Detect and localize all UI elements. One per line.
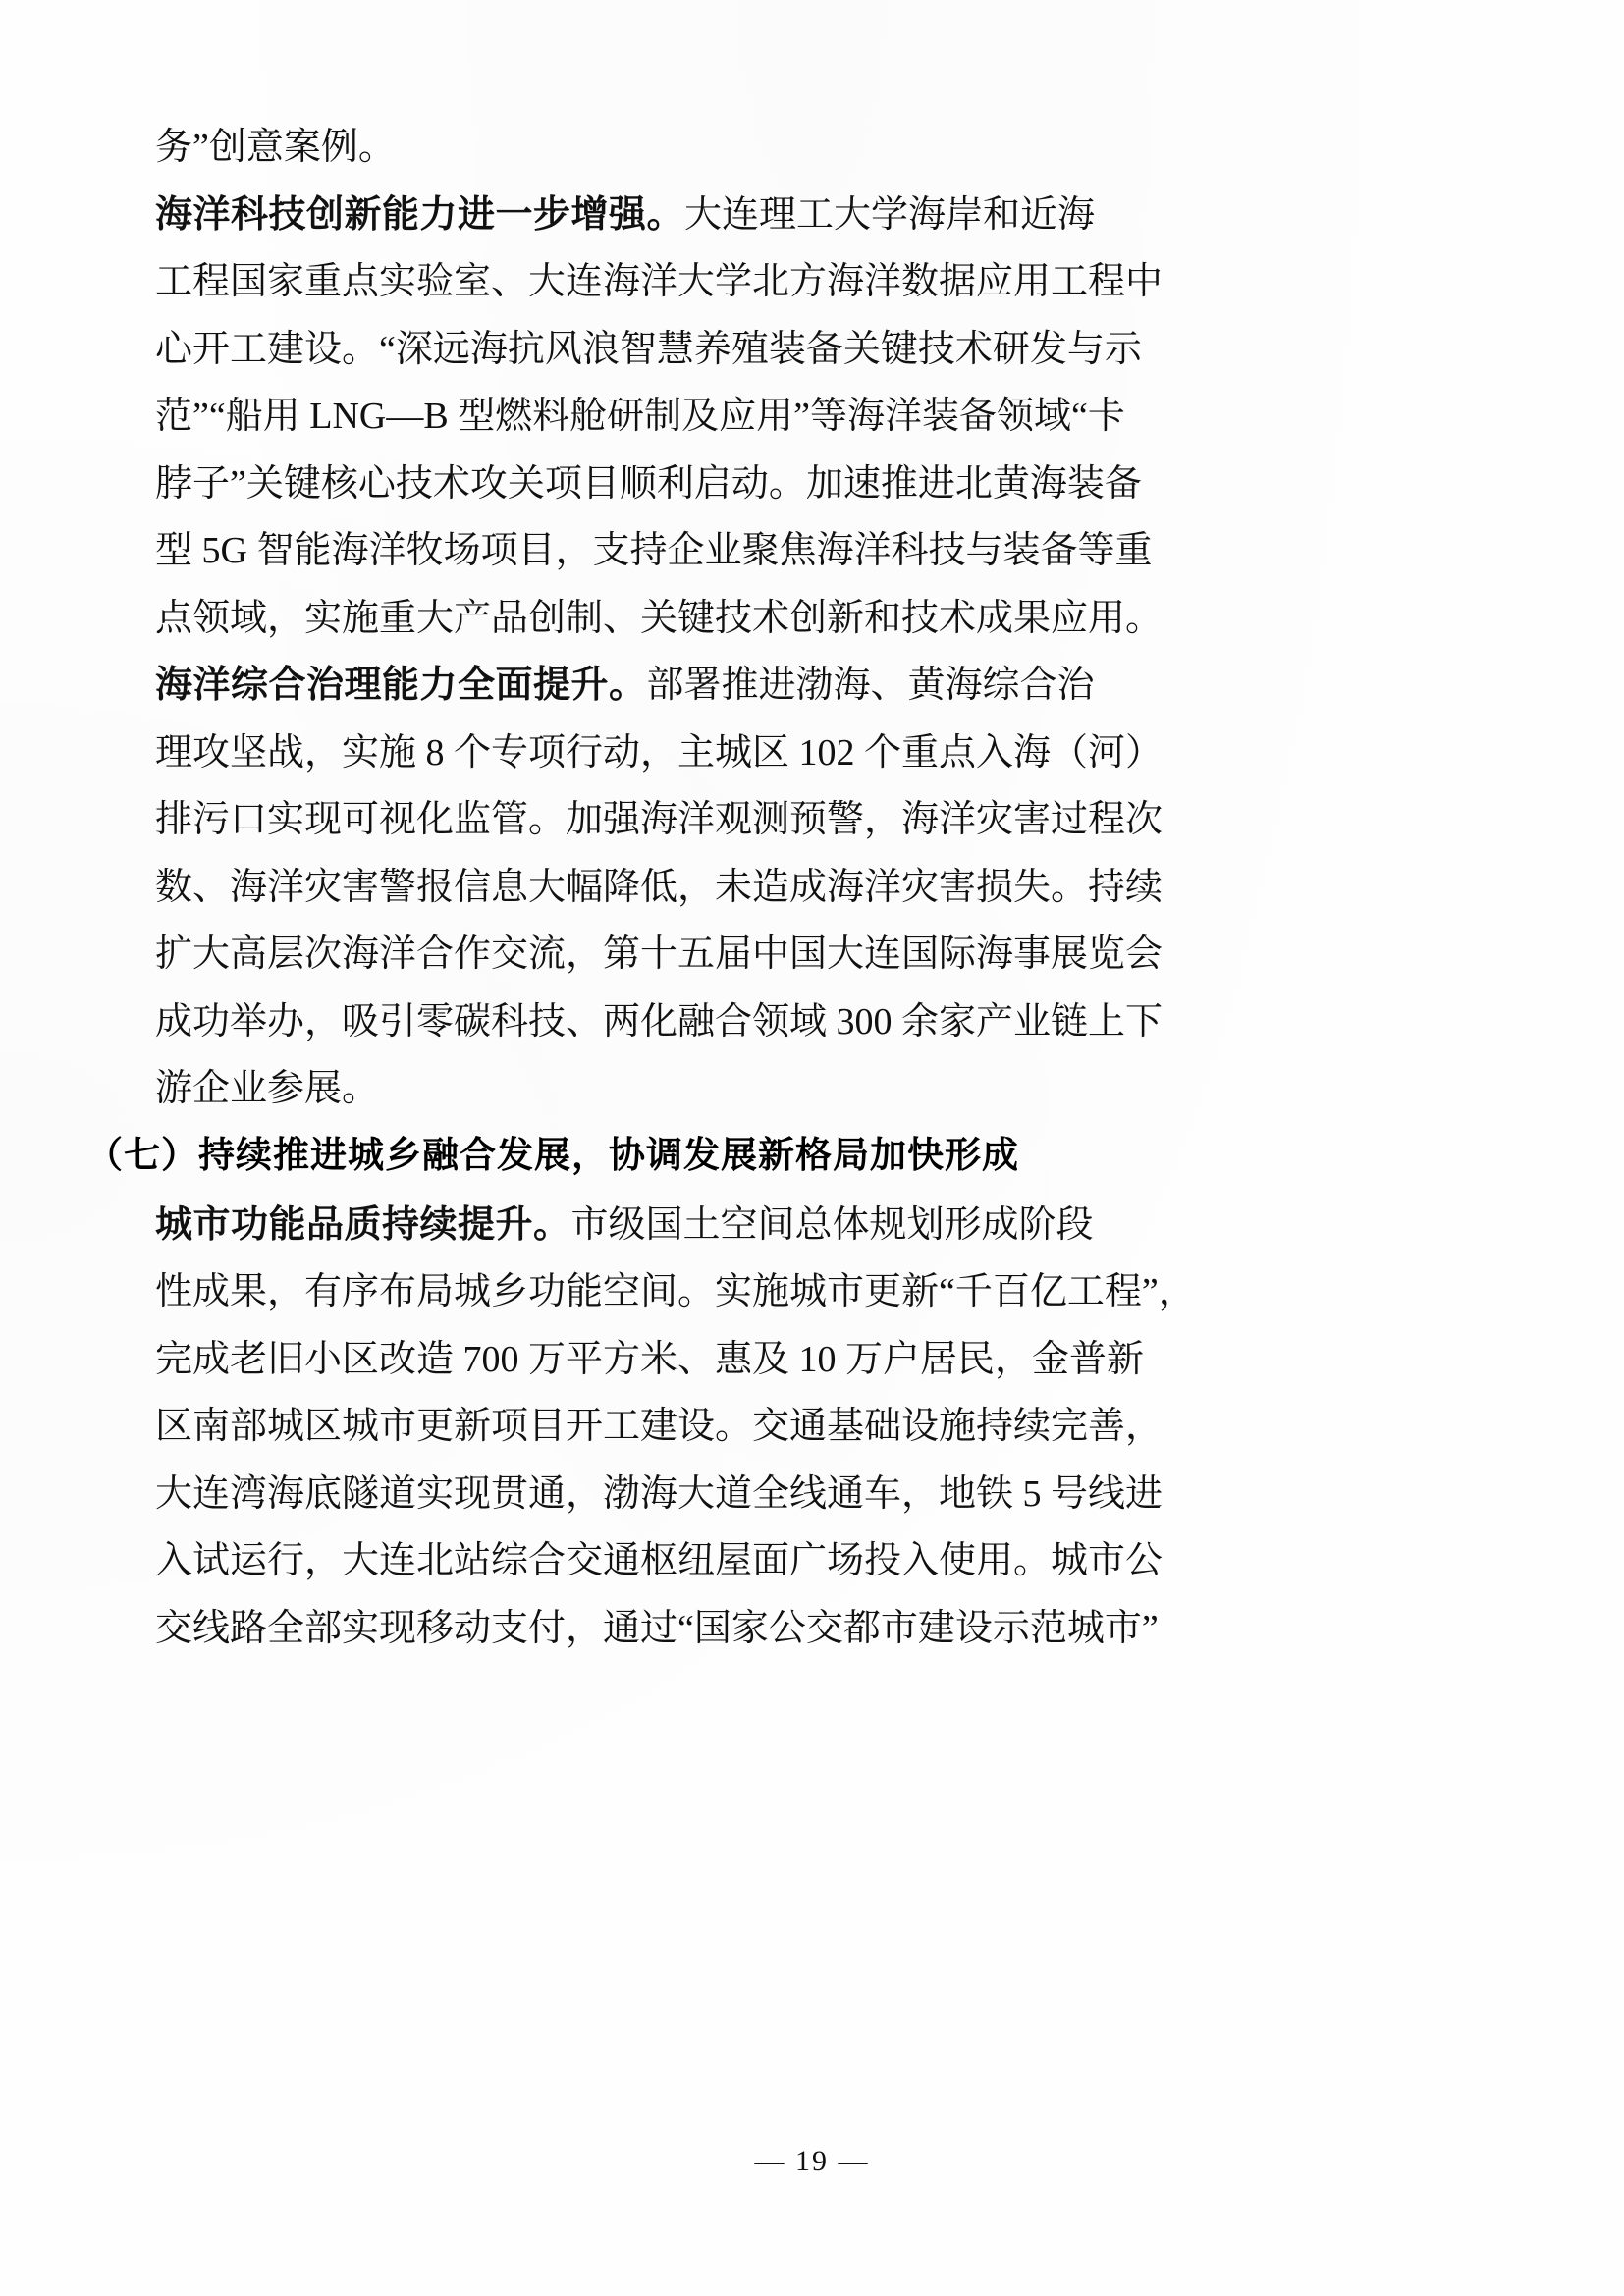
page-number: — 19 —	[754, 2145, 870, 2177]
text-line: 性成果，有序布局城乡功能空间。实施城市更新“千百亿工程”，	[155, 1271, 1196, 1312]
run-in-heading-marine-governance: 海洋综合治理能力全面提升。	[155, 663, 647, 706]
text-line: 大连湾海底隧道实现贯通，渤海大道全线通车，地铁 5 号线进	[155, 1472, 1164, 1515]
text-line: 范”“船用 LNG—B 型燃料舱研制及应用”等海洋装备领域“卡	[155, 396, 1125, 437]
text-run: 大连理工大学海岸和近海	[684, 193, 1096, 236]
text-line: 区南部城区城市更新项目开工建设。交通基础设施持续完善，	[155, 1406, 1164, 1447]
paragraph-continuation	[155, 116, 950, 184]
text-line-heading-runin	[155, 654, 1095, 721]
text-line: 理攻坚战，实施 8 个专项行动，主城区 102 个重点入海（河）	[155, 731, 1164, 774]
text-line-heading-runin	[155, 184, 1096, 251]
run-in-heading-city-function: 城市功能品质持续提升。	[155, 1201, 571, 1246]
text-line: 交线路全部实现移动支付，通过“国家公交都市建设示范城市”	[155, 1607, 1159, 1649]
text-line: 入试运行，大连北站综合交通枢纽屋面广场投入使用。城市公	[155, 1540, 1164, 1581]
page-content	[86, 116, 1196, 1664]
section-heading-seven: （七）持续推进城乡融合发展，协调发展新格局加快形成	[86, 1133, 1019, 1176]
paragraph-marine-tech	[155, 184, 1164, 655]
text-run: 市级国土空间总体规划形成阶段	[570, 1203, 1094, 1246]
text-line: 型 5G 智能海洋牧场项目，支持企业聚焦海洋科技与装备等重	[155, 530, 1153, 571]
text-line: 游企业参展。	[155, 1068, 380, 1109]
text-line: 工程国家重点实验室、大连海洋大学北方海洋数据应用工程中	[155, 261, 1164, 302]
text-line: 成功举办，吸引零碳科技、两化融合领域 300 余家产业链上下	[155, 1000, 1164, 1042]
text-line: 完成老旧小区改造 700 万平方米、惠及 10 万户居民，金普新	[155, 1338, 1145, 1380]
text-line: 排污口实现可视化监管。加强海洋观测预警，海洋灾害过程次	[155, 799, 1164, 840]
text-line-heading-runin	[155, 1194, 1094, 1261]
paragraph-marine-governance	[155, 654, 1164, 1125]
text-line: 点领域，实施重大产品创制、关键技术创新和技术成果应用。	[155, 597, 1164, 639]
run-in-heading-marine-tech: 海洋科技创新能力进一步增强。	[155, 191, 685, 236]
text-run: 部署推进渤海、黄海综合治	[646, 665, 1095, 706]
text-line: 扩大高层次海洋合作交流，第十五届中国大连国际海事展览会	[155, 934, 1164, 975]
text-line: 脖子”关键核心技术攻关项目顺利启动。加速推进北黄海装备	[155, 462, 1142, 505]
text-line: 务”创意案例。	[155, 127, 396, 168]
text-line: 数、海洋灾害警报信息大幅降低，未造成海洋灾害损失。持续	[155, 866, 1164, 908]
paragraph-city-function	[155, 1194, 1196, 1665]
text-line: 心开工建设。“深远海抗风浪智慧养殖装备关键技术研发与示	[155, 328, 1142, 370]
